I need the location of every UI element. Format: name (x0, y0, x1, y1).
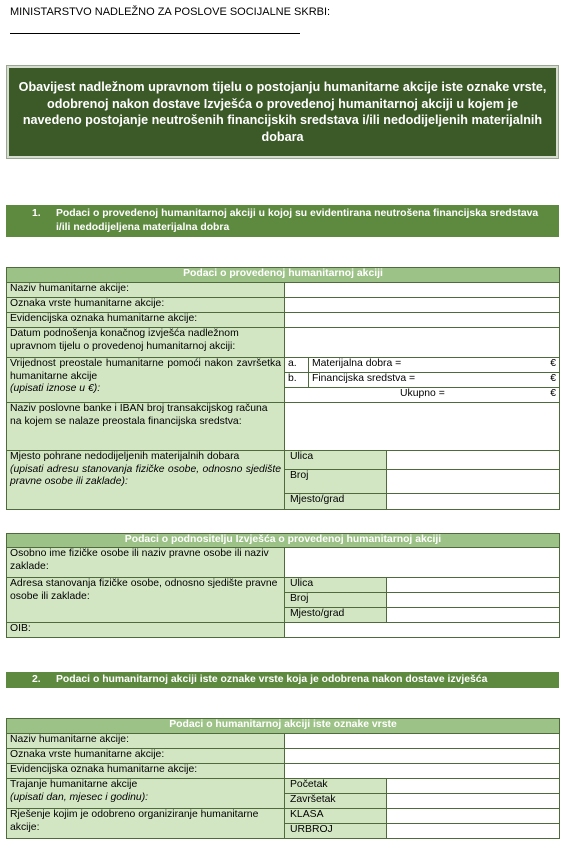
podnositelj-ulica-input[interactable] (387, 578, 560, 593)
podnositelj-ime-label: Osobno ime fizičke osobe ili naziv pravne osobe ili naziv zaklade: (7, 548, 285, 578)
trajanje-label (7, 779, 285, 809)
table-1-header: Podaci o provedenoj humanitarnoj akciji (7, 268, 560, 283)
nova-evidencijska-label: Evidencijska oznaka humanitarne akcije: (7, 764, 285, 779)
mjesto-grad-input[interactable] (387, 494, 560, 510)
section-1-title: Podaci o provedenoj humanitarnoj akciji u kojoj su evidentirana neutrošena financijska sredstava i/ili nedodijeljena materijalna dobra (56, 208, 539, 233)
zavrsetak-label: Završetak (285, 794, 387, 809)
ulica-input[interactable] (387, 451, 560, 470)
broj-label: Broj (285, 470, 387, 494)
trajanje-text: Trajanje humanitarne akcije (10, 779, 138, 790)
nova-naziv-label: Naziv humanitarne akcije: (7, 734, 285, 749)
section-2-title: Podaci o humanitarnoj akciji iste oznake vrste koja je odobrena nakon dostave izvješća (56, 674, 488, 685)
evidencijska-label: Evidencijska oznaka humanitarne akcije: (7, 313, 285, 328)
document-title: Obavijest nadležnom upravnom tijelu o postojanju humanitarne akcije iste oznake vrste, odobrenoj nakon dostave Izvješća o provedenoj humanitarnoj akciji u kojem je navedeno postojanje neutrošenih financijskih sredstava i/ili nedodijeljenih materijalnih dobara (6, 65, 559, 159)
financijska-sredstva-input[interactable] (309, 373, 560, 388)
trajanje-note: (upisati dan, mjesec i godinu): (10, 791, 149, 803)
urbroj-input[interactable] (387, 824, 560, 839)
ministry-label: MINISTARSTVO NADLEŽNO ZA POSLOVE SOCIJALNE SKRBI: (10, 6, 331, 18)
currency-total: € (550, 388, 557, 399)
ministry-fill-line[interactable] (10, 33, 300, 34)
vrijednost-label (7, 358, 285, 403)
klasa-label: KLASA (285, 809, 387, 824)
podnositelj-mjesto-input[interactable] (387, 608, 560, 623)
financijska-sredstva-label: Financijska sredstva = (312, 373, 416, 384)
mjesto-pohrane-text: Mjesto pohrane nedodijeljenih materijalnih dobara (10, 451, 240, 462)
section-2-number: 2. (32, 674, 41, 685)
podnositelj-adresa-label: Adresa stanovanja fizičke osobe, odnosno sjedište pravne osobe ili zaklade: (7, 578, 285, 623)
section-1-heading (6, 205, 559, 237)
nova-oznaka-input[interactable] (285, 749, 560, 764)
banka-label: Naziv poslovne banke i IBAN broj transakcijskog računa na kojem se nalaze preostala financijska sredstva: (7, 403, 285, 451)
ulica-label: Ulica (285, 451, 387, 470)
nova-naziv-input[interactable] (285, 734, 560, 749)
oznaka-input[interactable] (285, 298, 560, 313)
currency-b: € (550, 373, 557, 384)
ukupno-input[interactable] (285, 388, 560, 403)
ukupno-label: Ukupno = (400, 388, 445, 399)
vrijednost-text: Vrijednost preostale humanitarne pomoći nakon završetka humanitarne akcije (10, 358, 281, 382)
banka-input[interactable] (285, 403, 560, 451)
datum-label: Datum podnošenja konačnog izvješća nadležnom upravnom tijelu o provedenoj humanitarnoj akciji: (7, 328, 285, 358)
oznaka-label: Oznaka vrste humanitarne akcije: (7, 298, 285, 313)
table-3-header: Podaci o humanitarnoj akciji iste oznake vrste (7, 719, 560, 734)
table-2-header: Podaci o podnositelju Izvješća o provedenoj humanitarnoj akciji (7, 534, 560, 548)
mjesto-grad-label: Mjesto/grad (285, 494, 387, 510)
nova-evidencijska-input[interactable] (285, 764, 560, 779)
nova-oznaka-label: Oznaka vrste humanitarne akcije: (7, 749, 285, 764)
klasa-input[interactable] (387, 809, 560, 824)
row-a-letter: a. (285, 358, 309, 373)
urbroj-label: URBROJ (285, 824, 387, 839)
row-b-letter: b. (285, 373, 309, 388)
podnositelj-broj-input[interactable] (387, 593, 560, 608)
oib-label: OIB: (7, 623, 285, 638)
materijalna-dobra-label: Materijalna dobra = (312, 358, 402, 369)
mjesto-pohrane-label (7, 451, 285, 510)
datum-input[interactable] (285, 328, 560, 358)
oib-input[interactable] (285, 623, 560, 638)
section-1-number: 1. (32, 208, 41, 219)
podnositelj-ime-input[interactable] (285, 548, 560, 578)
podnositelj-table (6, 533, 560, 638)
pocetak-label: Početak (285, 779, 387, 794)
vrijednost-note: (upisati iznose u €): (10, 383, 101, 395)
mjesto-pohrane-note: (upisati adresu stanovanja fizičke osobe, odnosno sjedište pravne osobe ili zaklade): (10, 463, 281, 488)
podnositelj-mjesto-label: Mjesto/grad (285, 608, 387, 623)
rjesenje-label: Rješenje kojim je odobreno organiziranje humanitarne akcije: (7, 809, 285, 839)
podnositelj-broj-label: Broj (285, 593, 387, 608)
currency-a: € (550, 358, 557, 369)
naziv-label: Naziv humanitarne akcije: (7, 283, 285, 298)
provedena-akcija-table (6, 267, 560, 510)
nova-akcija-table (6, 718, 560, 839)
broj-input[interactable] (387, 470, 560, 494)
pocetak-input[interactable] (387, 779, 560, 794)
naziv-input[interactable] (285, 283, 560, 298)
podnositelj-ulica-label: Ulica (285, 578, 387, 593)
section-2-heading (6, 672, 559, 688)
zavrsetak-input[interactable] (387, 794, 560, 809)
materijalna-dobra-input[interactable] (309, 358, 560, 373)
evidencijska-input[interactable] (285, 313, 560, 328)
